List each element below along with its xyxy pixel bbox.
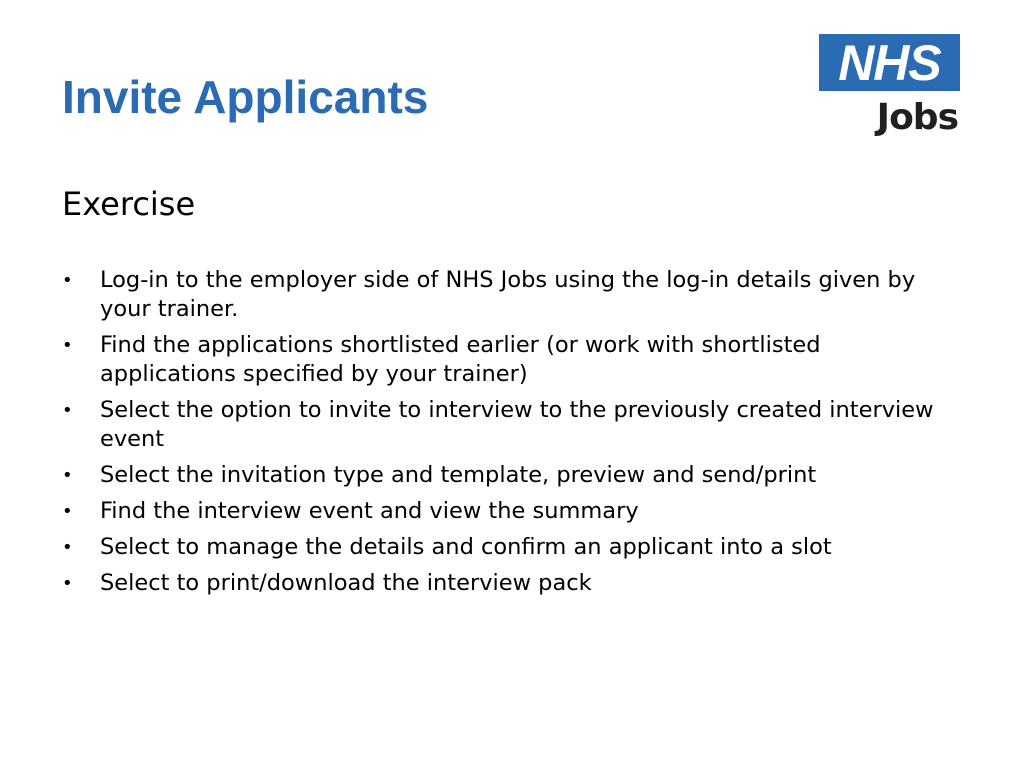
list-item [62, 266, 962, 324]
list-item-text: Find the interview event and view the summary [100, 498, 639, 524]
list-item-text: Select to print/download the interview pack [100, 570, 592, 596]
bullet-icon: • [62, 573, 73, 594]
bullet-icon: • [62, 335, 73, 356]
list-item [62, 331, 962, 389]
list-item [62, 461, 962, 490]
list-item-text: Select the invitation type and template, preview and send/print [100, 462, 817, 488]
jobs-logo-text: Jobs [876, 97, 958, 138]
list-item [62, 569, 962, 598]
list-item-text: Find the applications shortlisted earlier (or work with shortlisted applications specified by your trainer) [100, 332, 821, 387]
list-item [62, 497, 962, 526]
page-title: Invite Applicants [62, 71, 429, 123]
list-item [62, 396, 962, 454]
nhs-logo-box [819, 34, 960, 91]
list-item-text: Select the option to invite to interview to the previously created interview event [100, 397, 934, 452]
instruction-list [62, 266, 962, 605]
list-item [62, 533, 962, 562]
bullet-icon: • [62, 400, 73, 421]
bullet-icon: • [62, 537, 73, 558]
bullet-icon: • [62, 465, 73, 486]
slide-subtitle: Exercise [62, 185, 196, 223]
bullet-icon: • [62, 270, 73, 291]
list-item-text: Log-in to the employer side of NHS Jobs using the log-in details given by your trainer. [100, 267, 916, 322]
bullet-icon: • [62, 501, 73, 522]
list-item-text: Select to manage the details and confirm an applicant into a slot [100, 534, 832, 560]
nhs-logo-text: NHS [838, 35, 941, 91]
nhs-jobs-logo [819, 34, 960, 144]
